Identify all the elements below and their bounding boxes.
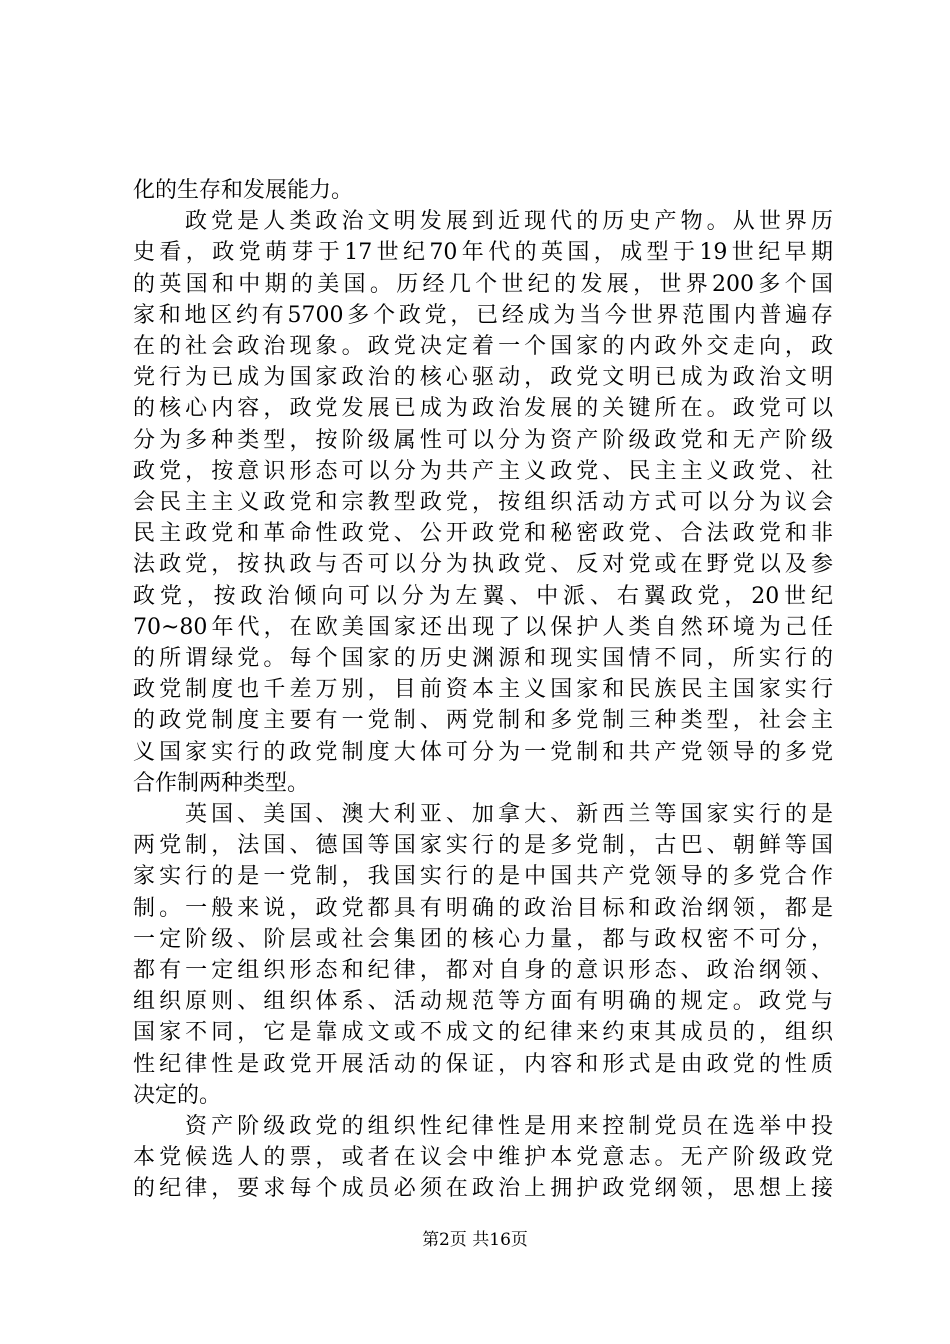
paragraph-first-line: 政党是人类政治文明发展到近现代的历史产物。从世界历 — [185, 209, 833, 235]
text-line: 的政党制度主要有一党制、两党制和多党制三种类型，社会主 — [133, 708, 833, 734]
text-line: 政党，按意识形态可以分为共产主义政党、民主主义政党、社 — [133, 458, 833, 484]
text-line: 民主政党和革命性政党、公开政党和秘密政党、合法政党和非 — [133, 521, 833, 547]
text-line: 政党制度也千差万别，目前资本主义国家和民族民主国家实行 — [133, 677, 833, 703]
text-line: 本党候选人的票，或者在议会中维护本党意志。无产阶级政党 — [133, 1145, 833, 1171]
text-line: 的核心内容，政党发展已成为政治发展的关键所在。政党可以 — [133, 396, 833, 422]
text-line: 一定阶级、阶层或社会集团的核心力量，都与政权密不可分， — [133, 926, 833, 952]
text-line: 党行为已成为国家政治的核心驱动，政党文明已成为政治文明 — [133, 365, 833, 391]
text-line: 都有一定组织形态和纪律，都对自身的意识形态、政治纲领、 — [133, 958, 833, 983]
text-line: 会民主主义政党和宗教型政党，按组织活动方式可以分为议会 — [133, 490, 833, 515]
text-line: 化的生存和发展能力。 — [133, 178, 354, 203]
text-line: 家和地区约有5700多个政党，已经成为当今世界范围内普遍存 — [133, 302, 833, 328]
text-line: 70~80年代，在欧美国家还出现了以保护人类自然环境为己任 — [133, 614, 833, 640]
text-line: 组织原则、组织体系、活动规范等方面有明确的规定。政党与 — [133, 989, 833, 1015]
text-line: 义国家实行的政党制度大体可分为一党制和共产党领导的多党 — [133, 739, 833, 765]
text-line: 家实行的是一党制，我国实行的是中国共产党领导的多党合作 — [133, 864, 833, 890]
text-line: 政党，按政治倾向可以分为左翼、中派、右翼政党，20世纪 — [133, 583, 833, 609]
text-line: 合作制两种类型。 — [133, 770, 310, 796]
text-line: 制。一般来说，政党都具有明确的政治目标和政治纲领，都是 — [133, 895, 833, 921]
paragraph-first-line: 英国、美国、澳大利亚、加拿大、新西兰等国家实行的是 — [185, 802, 833, 827]
text-line: 决定的。 — [133, 1082, 222, 1108]
text-line: 的英国和中期的美国。历经几个世纪的发展，世界200多个国 — [133, 271, 833, 297]
paragraph-first-line: 资产阶级政党的组织性纪律性是用来控制党员在选举中投 — [185, 1114, 833, 1139]
text-line: 性纪律性是政党开展活动的保证，内容和形式是由政党的性质 — [133, 1051, 833, 1077]
page-number-footer: 第2页 共16页 — [422, 1230, 528, 1250]
text-line: 的所谓绿党。每个国家的历史渊源和现实国情不同，所实行的 — [133, 646, 833, 671]
text-line: 史看，政党萌芽于17世纪70年代的英国，成型于19世纪早期 — [133, 240, 833, 266]
text-line: 分为多种类型，按阶级属性可以分为资产阶级政党和无产阶级 — [133, 427, 833, 453]
text-line: 国家不同，它是靠成文或不成文的纪律来约束其成员的，组织 — [133, 1020, 833, 1046]
text-line: 的纪律，要求每个成员必须在政治上拥护政党纲领，思想上接 — [133, 1176, 833, 1202]
text-line: 两党制，法国、德国等国家实行的是多党制，古巴、朝鲜等国 — [133, 833, 833, 859]
text-line: 法政党，按执政与否可以分为执政党、反对党或在野党以及参 — [133, 552, 833, 578]
text-line: 在的社会政治现象。政党决定着一个国家的内政外交走向，政 — [133, 334, 833, 359]
